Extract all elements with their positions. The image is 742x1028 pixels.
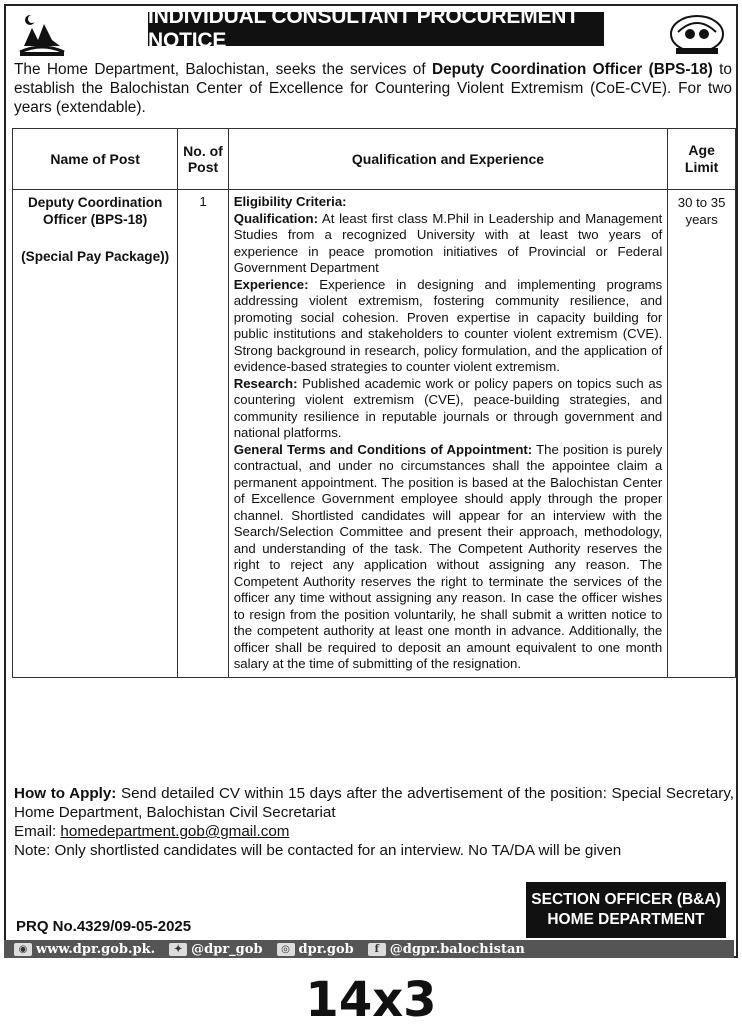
posts-table	[12, 128, 736, 678]
header-qualification: Qualification and Experience	[228, 129, 668, 190]
website-text: www.dpr.gob.pk.	[36, 941, 156, 957]
how-to-apply-label: How to Apply:	[14, 785, 117, 802]
table-row	[13, 190, 736, 678]
notice-header	[6, 6, 736, 58]
header-no-of-post: No. of Post	[178, 129, 228, 190]
facebook-text: @dgpr.balochistan	[389, 941, 525, 957]
post-name-cell	[13, 190, 178, 678]
ad-size-label: 14x3	[305, 972, 437, 1028]
twitter-icon: ✦	[169, 943, 187, 956]
footer-facebook[interactable]	[368, 942, 525, 957]
signatory-box	[526, 882, 726, 938]
terms-text: The position is purely contractual, and under no circumstances shall the appointee claim a permanent appointment. The position is based at the Balochistan Center of Excellence Government employee should apply through the proper channel. Shortlisted candidates will appear for an interview with the Search/Selection Committee and present their approach, methodology, and understanding of the task. The Competent Authority reserves the right to reject any application without assigning any reason. The Competent Authority reserves the right to terminate the services of the officer any time without assigning any reason. In case the officer wishes to resign from the position voluntarily, he shall submit a written notice to the competent authority at least one month in advance. Additionally, the officer shall be required to deposit an amount equivalent to one month salary at the time of submitting of the resignation.	[233, 441, 663, 671]
footer-strip	[4, 940, 734, 958]
how-to-apply-section	[14, 784, 734, 860]
notice-title: INDIVIDUAL CONSULTANT PROCUREMENT NOTICE	[148, 12, 604, 46]
intro-text-end: to establish the Balochistan Center of Excellence for Countering Violent Extremism (CoE-CVE). For two years (extendable).	[14, 61, 732, 116]
footer-website[interactable]	[14, 942, 155, 957]
qualification-label: Qualification:	[233, 210, 318, 226]
government-emblem-icon	[16, 12, 68, 58]
research-text: Published academic work or policy papers on topics such as countering violent extremism (CVE), peace-building strategies, and community resilience in reputable journals or through government and national platforms.	[233, 375, 663, 440]
footer-twitter[interactable]	[169, 942, 262, 957]
footer-instagram[interactable]	[277, 942, 354, 957]
twitter-text: @dpr_gob	[191, 941, 263, 957]
instagram-text: dpr.gob	[298, 941, 354, 957]
email-label: Email:	[14, 823, 61, 840]
signatory-title: SECTION OFFICER (B&A)	[531, 891, 721, 908]
header-age-limit: Age Limit	[668, 129, 736, 190]
special-pay-package: (Special Pay Package))	[21, 249, 170, 264]
research-label: Research:	[233, 375, 298, 391]
post-name: Deputy Coordination Officer (BPS-18)	[27, 195, 163, 227]
age-limit: 30 to 35 years	[668, 190, 736, 678]
experience-text: Experience in designing and implementing programs addressing violent extremism, fostering community resilience, and promoting social cohesion. Proven expertise in capacity building for public institutions and stakeholders to counter violent extremism (CVE). Strong background in research, policy formulation, and the application of evidence-based strategies to counter violent extremism.	[233, 276, 663, 374]
post-count: 1	[178, 190, 228, 678]
qualification-text: At least first class M.Phil in Leadership and Management Studies from a recognized University with at least two years of experience in peace promotion initiatives of Provincial or Federal Government Department	[233, 210, 663, 275]
notice-frame	[4, 4, 738, 958]
signatory-department: HOME DEPARTMENT	[547, 911, 705, 928]
email-link[interactable]: homedepartment.gob@gmail.com	[60, 823, 290, 840]
eligibility-heading: Eligibility Criteria:	[233, 194, 347, 209]
facebook-icon: f	[368, 943, 386, 956]
header-name-of-post: Name of Post	[13, 129, 178, 190]
qualification-cell	[228, 190, 668, 678]
how-to-apply-text: Send detailed CV within 15 days after the advertisement of the position: Special Secretary, Home Department, Balochistan Civil Secretariat	[14, 785, 735, 821]
terms-label: General Terms and Conditions of Appointment:	[233, 441, 533, 457]
intro-paragraph	[14, 60, 732, 117]
experience-label: Experience:	[233, 276, 309, 292]
intro-text: The Home Department, Balochistan, seeks the services of	[14, 61, 432, 78]
department-crest-icon	[668, 12, 726, 58]
post-title-inline: Deputy Coordination Officer (BPS-18)	[432, 61, 713, 78]
note-text: Note: Only shortlisted candidates will be contacted for an interview. No TA/DA will be given	[14, 842, 622, 859]
prq-number: PRQ No.4329/09-05-2025	[16, 918, 192, 935]
instagram-icon: ◎	[277, 943, 295, 956]
globe-icon: ◉	[14, 943, 32, 956]
table-header-row	[13, 129, 736, 190]
